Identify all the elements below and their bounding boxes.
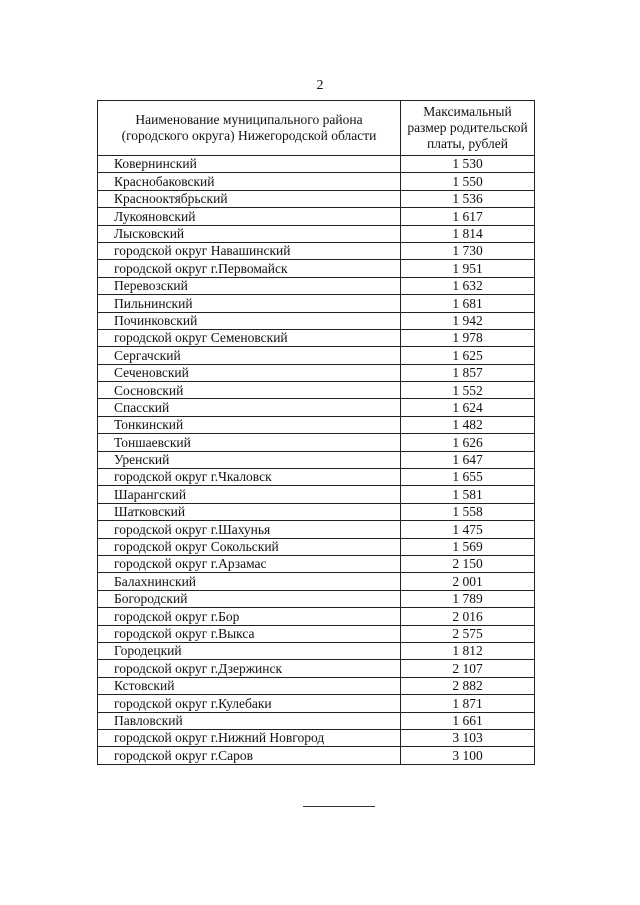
table-row [98,712,535,729]
district-name-cell: Починковский [98,312,401,329]
table-row [98,503,535,520]
district-name-cell: Богородский [98,590,401,607]
table-row [98,399,535,416]
table-row [98,486,535,503]
district-name-cell: городской округ г.Саров [98,747,401,764]
table-row [98,173,535,190]
district-name-cell: Шарангский [98,486,401,503]
max-fee-cell: 1 581 [401,486,535,503]
district-name-cell: городской округ г.Шахунья [98,521,401,538]
district-name-cell: Лысковский [98,225,401,242]
district-name-cell: Тонкинский [98,416,401,433]
district-name-cell: городской округ г.Нижний Новгород [98,729,401,746]
max-fee-cell: 1 655 [401,469,535,486]
district-name-cell: городской округ г.Чкаловск [98,469,401,486]
max-fee-cell: 1 871 [401,695,535,712]
table-row [98,242,535,259]
max-fee-cell: 3 103 [401,729,535,746]
district-name-cell: Пильнинский [98,295,401,312]
max-fee-cell: 1 951 [401,260,535,277]
max-fee-cell: 1 978 [401,329,535,346]
district-name-cell: городской округ г.Дзержинск [98,660,401,677]
district-name-cell: городской округ г.Выкса [98,625,401,642]
header-name: Наименование муниципального района (городского округа) Нижегородской области [98,101,401,156]
table-row [98,747,535,764]
page-number: 2 [316,78,324,93]
max-fee-cell: 1 789 [401,590,535,607]
max-fee-cell: 1 617 [401,208,535,225]
max-fee-cell: 3 100 [401,747,535,764]
table-row [98,677,535,694]
district-name-cell: Краснооктябрьский [98,190,401,207]
max-fee-cell: 1 730 [401,242,535,259]
max-fee-cell: 1 552 [401,382,535,399]
table-row [98,312,535,329]
district-name-cell: Сеченовский [98,364,401,381]
table-row [98,555,535,572]
table-row [98,434,535,451]
max-fee-cell: 1 550 [401,173,535,190]
end-of-document-line [303,806,375,807]
max-fee-cell: 1 814 [401,225,535,242]
table-row [98,156,535,173]
table-row [98,573,535,590]
district-name-cell: городской округ г.Кулебаки [98,695,401,712]
max-fee-cell: 1 857 [401,364,535,381]
district-name-cell: городской округ г.Первомайск [98,260,401,277]
table-row [98,364,535,381]
table-row [98,521,535,538]
district-name-cell: городской округ г.Бор [98,608,401,625]
table-row [98,451,535,468]
header-fee: Максимальный размер родительской платы, рублей [401,101,535,156]
table-row [98,260,535,277]
fee-table [97,100,535,765]
district-name-cell: Городецкий [98,642,401,659]
table-row [98,729,535,746]
max-fee-cell: 1 632 [401,277,535,294]
table-row [98,277,535,294]
district-name-cell: Сосновский [98,382,401,399]
table-row [98,225,535,242]
district-name-cell: городской округ Семеновский [98,329,401,346]
max-fee-cell: 2 150 [401,555,535,572]
table-row [98,538,535,555]
max-fee-cell: 1 475 [401,521,535,538]
district-name-cell: городской округ г.Арзамас [98,555,401,572]
district-name-cell: Спасский [98,399,401,416]
district-name-cell: Краснобаковский [98,173,401,190]
table-row [98,590,535,607]
district-name-cell: Ковернинский [98,156,401,173]
max-fee-cell: 1 482 [401,416,535,433]
table-row [98,469,535,486]
table-row [98,695,535,712]
max-fee-cell: 2 575 [401,625,535,642]
max-fee-cell: 1 558 [401,503,535,520]
max-fee-cell: 1 569 [401,538,535,555]
table-row [98,329,535,346]
district-name-cell: Шатковский [98,503,401,520]
table-row [98,295,535,312]
district-name-cell: городской округ Сокольский [98,538,401,555]
table-row [98,642,535,659]
district-name-cell: Павловский [98,712,401,729]
district-name-cell: Сергачский [98,347,401,364]
max-fee-cell: 1 626 [401,434,535,451]
max-fee-cell: 2 107 [401,660,535,677]
district-name-cell: Уренский [98,451,401,468]
max-fee-cell: 1 647 [401,451,535,468]
table-row [98,625,535,642]
max-fee-cell: 2 882 [401,677,535,694]
max-fee-cell: 1 681 [401,295,535,312]
table-row [98,382,535,399]
max-fee-cell: 2 016 [401,608,535,625]
max-fee-cell: 1 536 [401,190,535,207]
max-fee-cell: 1 625 [401,347,535,364]
district-name-cell: Лукояновский [98,208,401,225]
max-fee-cell: 1 624 [401,399,535,416]
table-header-row [98,101,535,156]
table-row [98,208,535,225]
table-row [98,608,535,625]
table-row [98,416,535,433]
max-fee-cell: 1 942 [401,312,535,329]
table-row [98,190,535,207]
district-name-cell: Тоншаевский [98,434,401,451]
table-body [98,156,535,765]
max-fee-cell: 1 812 [401,642,535,659]
district-name-cell: городской округ Навашинский [98,242,401,259]
table-row [98,660,535,677]
max-fee-cell: 1 530 [401,156,535,173]
table-row [98,347,535,364]
max-fee-cell: 2 001 [401,573,535,590]
district-name-cell: Кстовский [98,677,401,694]
district-name-cell: Балахнинский [98,573,401,590]
district-name-cell: Перевозский [98,277,401,294]
max-fee-cell: 1 661 [401,712,535,729]
